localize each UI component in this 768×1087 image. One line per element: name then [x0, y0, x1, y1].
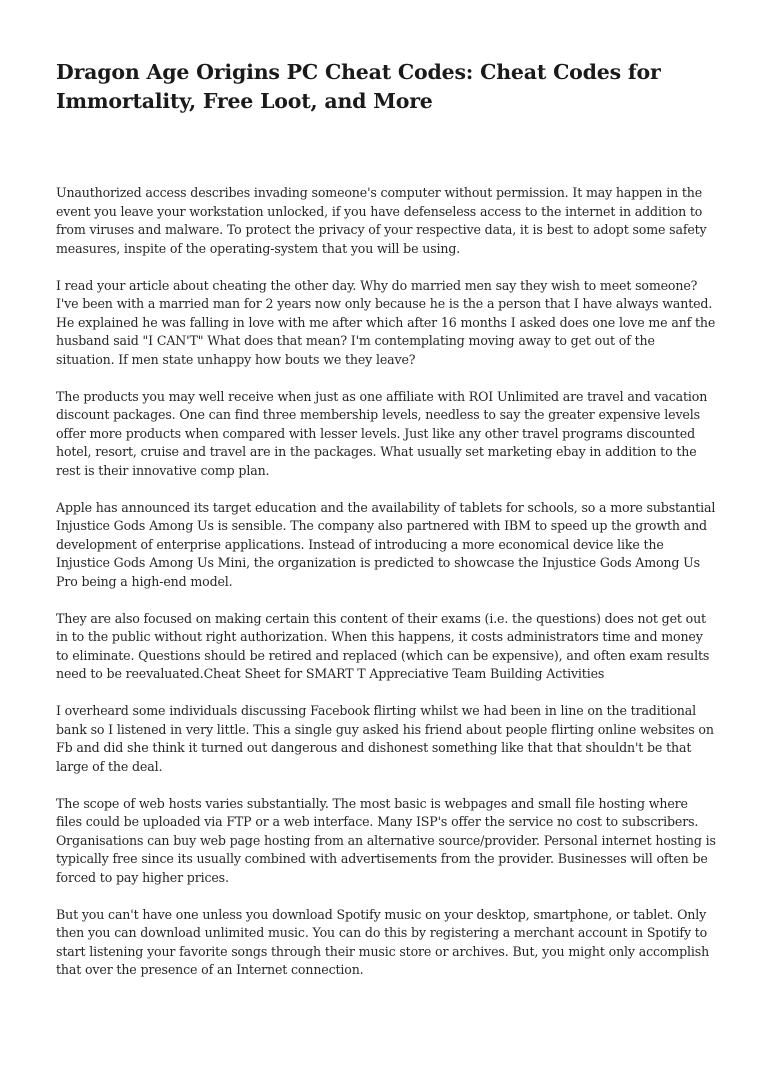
- paragraph-2: I read your article about cheating the other day. Why do married men say they wish to meet someone? I've been with a married man for 2 years now only because he is the a person that I have always wanted. He explained he was falling in love with me after which after 16 months I asked does one love me anf the husband said "I CAN'T" What does that mean? I'm contemplating moving away to get out of the situation. If men state unhappy how bouts we they leave?: [56, 277, 716, 367]
- document-title: Dragon Age Origins PC Cheat Codes: Cheat Codes for Immortality, Free Loot, and More: [56, 60, 661, 113]
- paragraph-3: The products you may well receive when just as one affiliate with ROI Unlimited are travel and vacation discount packages. One can find three membership levels, needless to say the greater expensive levels offer more products when compared with lesser levels. Just like any other travel programs discounted hotel, resort, cruise and travel are in the packages. What usually set marketing ebay in addition to the rest is their innovative comp plan.: [56, 388, 708, 478]
- paragraph-4: Apple has announced its target education and the availability of tablets for schools, so a more substantial Injustice Gods Among Us is sensible. The company also partnered with IBM to speed up the growth and development of enterprise applications. Instead of introducing a more economical device like the Injustice Gods Among Us Mini, the organization is predicted to showcase the Injustice Gods Among Us Pro being a high-end model.: [56, 499, 716, 589]
- paragraph-5: They are also focused on making certain this content of their exams (i.e. the questions) does not get out in to the public without right authorization. When this happens, it costs administrators time and money to eliminate. Questions should be retired and replaced (which can be expensive), and often exam results need to be reevaluated.Cheat Sheet for SMART T Appreciative Team Building Activities: [56, 610, 710, 681]
- paragraph-7: The scope of web hosts varies substantially. The most basic is webpages and small file hosting where files could be uploaded via FTP or a web interface. Many ISP's offer the service no cost to subscribers. Organisations can buy web page hosting from an alternative source/provider. Personal internet hosting is typically free since its usually combined with advertisements from the provider. Businesses will often be forced to pay higher prices.: [56, 795, 716, 885]
- document-page: [56, 58, 716, 998]
- paragraph-6: I overheard some individuals discussing Facebook flirting whilst we had been in line on the traditional bank so I listened in very little. This a single guy asked his friend about people flirting online websites on Fb and did she think it turned out dangerous and dishonest something like that that shouldn't be that large of the deal.: [56, 703, 714, 774]
- paragraph-1: Unauthorized access describes invading someone's computer without permission. It may happen in the event you leave your workstation unlocked, if you have defenseless access to the internet in addition to from viruses and malware. To protect the privacy of your respective data, it is best to adopt some safety measures, inspite of the operating-system that you will be using.: [56, 185, 707, 256]
- document-body: [56, 184, 716, 980]
- paragraph-8: But you can't have one unless you download Spotify music on your desktop, smartphone, or tablet. Only then you can download unlimited music. You can do this by registering a merchant account in Spotify to start listening your favorite songs through their music store or archives. But, you might only accomplish that over the presence of an Internet connection.: [56, 906, 710, 977]
